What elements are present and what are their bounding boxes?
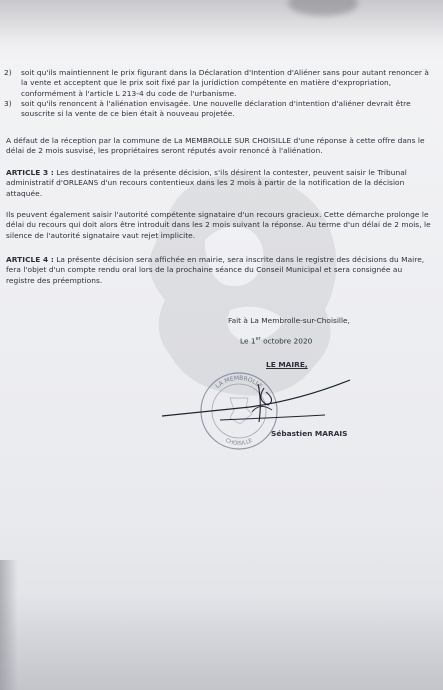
stamp-top-text: LA MEMBROLLE [214, 374, 264, 391]
signature-date [240, 336, 312, 345]
svg-text:CHOISILLE [224, 437, 254, 447]
item-2-text: soit qu'ils maintiennent le prix figurant dans la Déclaration d'Intention d'Aliéner sans pour autant renoncer à la vente et acceptent que le prix soit fixé par la juridiction compétente en matière d'expropriation, conformément à l'article L 213-4 du code de l'urbanisme. [21, 68, 429, 98]
date-suffix: octobre 2020 [260, 336, 313, 346]
signature-name: Sébastien MARAIS [271, 429, 348, 438]
paragraph-recours-gracieux: Ils peuvent également saisir l'autorité compétente signataire d'un recours gracieux. Cette démarche prolonge le délai du recours qui doit alors être introduit dans les 2 mois suivant la réponse. Au terme d'un délai de 2 mois, le silence de l'autorité signataire vaut rejet implicite. [6, 210, 431, 240]
bottom-shadow [0, 595, 443, 690]
signature-scribble-icon [160, 372, 360, 428]
item-3-text: soit qu'ils renoncent à l'aliénation envisagée. Une nouvelle déclaration d'intention d'aliéner devrait être souscrite si la vente de ce bien était à nouveau projetée. [21, 99, 411, 119]
article-4-label: ARTICLE 4 : [6, 255, 54, 264]
signature-place: Fait à La Membrolle-sur-Choisille, [228, 316, 350, 325]
stamp-bottom-text: CHOISILLE [224, 437, 254, 448]
paragraph-default-response: A défaut de la réception par la commune de La MEMBROLLE SUR CHOISILLE d'une réponse à cette offre dans le délai de 2 mois susvisé, les propriétaires seront réputés avoir renoncé à l'aliénation. [6, 136, 425, 156]
top-shadow [0, 0, 443, 62]
date-sup: er [255, 336, 261, 342]
article-3 [6, 168, 431, 199]
article-4-text: La présente décision sera affichée en mairie, sera inscrite dans le registre des décisions du Maire, fera l'objet d'un compte rendu oral lors de la prochaine séance du Conseil Municipal et sera consignée au registre des préemptions. [6, 255, 425, 285]
item-3-number: 3) [4, 99, 12, 108]
article-3-text: Les destinataires de la présente décision, s'ils désirent la contester, peuvent saisir le Tribunal administratif d'ORLEANS d'un recours contentieux dans les 2 mois à partir de la notification de la décision attaquée. [6, 168, 407, 198]
item-2-number: 2) [4, 68, 12, 77]
date-prefix: Le 1 [240, 336, 256, 346]
article-3-label: ARTICLE 3 : [6, 168, 54, 177]
article-4 [6, 255, 431, 286]
signature-role: LE MAIRE, [266, 360, 308, 369]
